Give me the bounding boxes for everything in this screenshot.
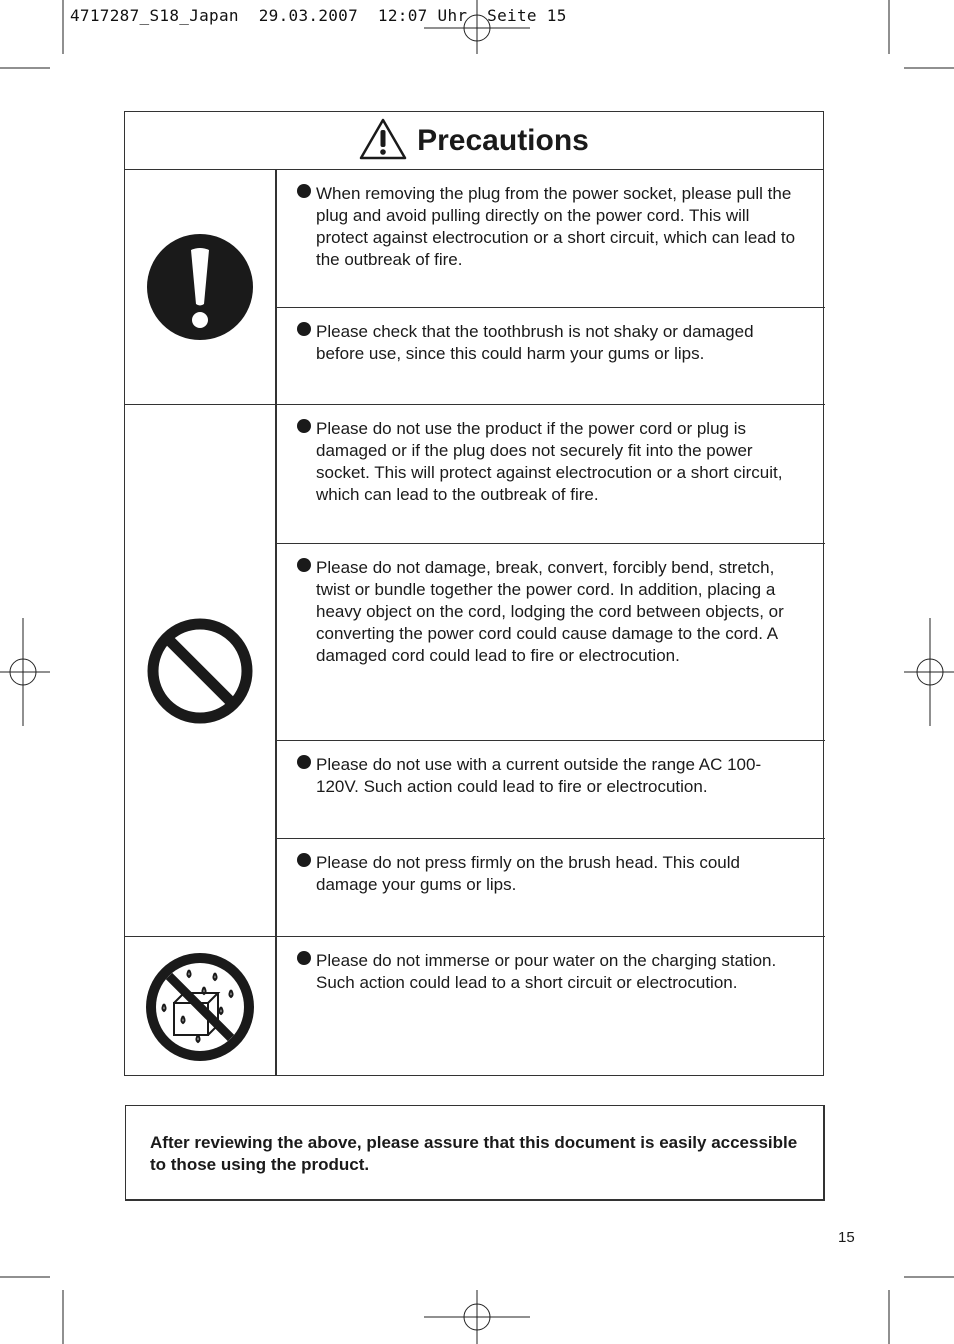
bullet-icon [297,951,311,965]
bullet-icon [297,853,311,867]
bullet-icon [297,558,311,572]
precaution-item: Please do not press firmly on the brush head. This could damage your gums or lips. [277,839,825,936]
bullet-icon [297,755,311,769]
no-water-icon-cell [125,937,277,1076]
precaution-item: Please do not damage, break, convert, forcibly bend, stretch, twist or bundle together the power cord. In addition, placing a heavy object on the cord, lodging the cord between objects, or converting the power cord could cause damage to the cord. A damaged cord could lead to fire or electrocution. [277,544,825,740]
title-row [125,112,823,170]
precaution-item: Please do not immerse or pour water on the charging station. Such action could lead to a short circuit or electrocution. [277,937,825,1076]
print-slug-line: 4717287_S18_Japan 29.03.2007 12:07 Uhr Seite 15 [70,6,567,25]
exclamation-circle-icon [147,234,253,340]
page-number: 15 [838,1229,855,1246]
prohibition-icon-cell [125,405,277,936]
footer-note: After reviewing the above, please assure that this document is easily accessible to those using the product. [125,1105,825,1201]
mandatory-icon-cell [125,170,277,404]
bullet-icon [297,184,311,198]
precautions-table [124,111,824,1076]
precaution-item: Please check that the toothbrush is not shaky or damaged before use, since this could harm your gums or lips. [277,308,825,404]
precaution-item: Please do not use the product if the power cord or plug is damaged or if the plug does not securely fit into the power socket. This will protect against electrocution or a short circuit, which can lead to the outbreak of fire. [277,405,825,543]
no-water-icon [146,953,254,1061]
page-title: Precautions [417,123,589,157]
precaution-item: Please do not use with a current outside the range AC 100-120V. Such action could lead to fire or electrocution. [277,741,825,838]
bullet-icon [297,322,311,336]
prohibition-circle-icon [147,618,253,724]
bullet-icon [297,419,311,433]
warning-triangle-icon [359,117,407,161]
precaution-item: When removing the plug from the power socket, please pull the plug and avoid pulling directly on the power cord. This will protect against electrocution or a short circuit, which can lead to the outbreak of fire. [277,170,825,307]
